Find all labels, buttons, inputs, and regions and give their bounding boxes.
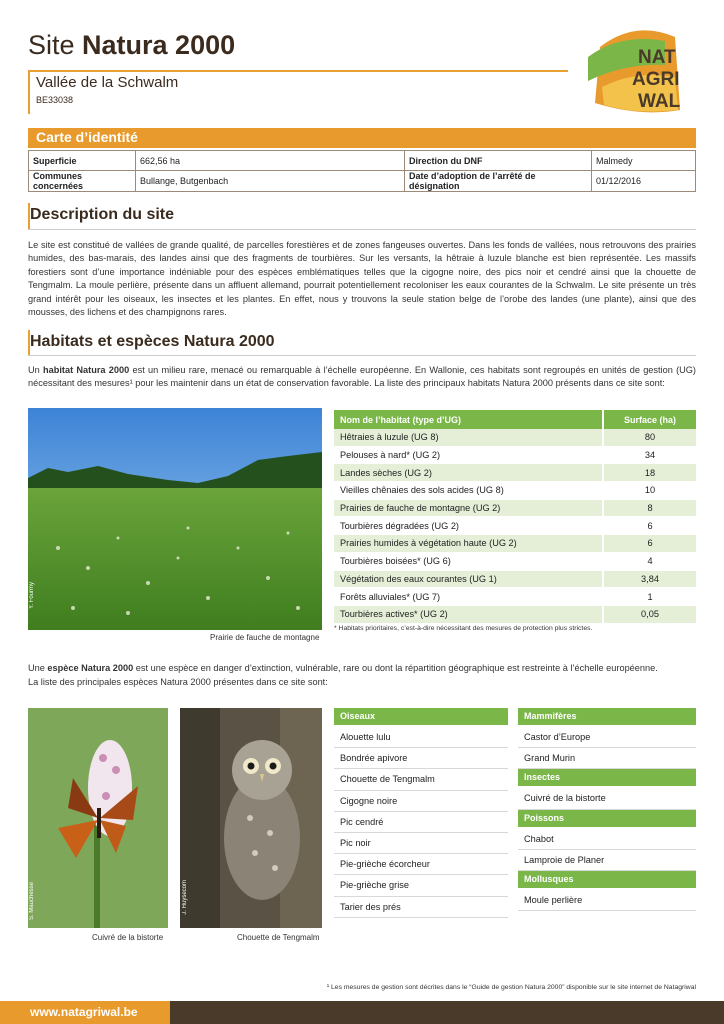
logo-word-3: WAL: [638, 91, 681, 112]
description-heading: Description du site: [30, 206, 175, 223]
natagriwal-logo: [580, 25, 700, 115]
column-header: Nom de l’habitat (type d’UG): [334, 410, 603, 429]
table-row: Végétation des eaux courantes (UG 1) 3,84: [334, 570, 696, 588]
list-item: Cuivré de la bistorte: [518, 788, 696, 809]
website-link[interactable]: www.natagriwal.be: [30, 1005, 138, 1019]
list-item: Alouette lulu: [334, 727, 508, 748]
table-row: Forêts alluviales* (UG 7) 1: [334, 588, 696, 606]
list-item: Lamproie de Planer: [518, 850, 696, 871]
list-item: Pic noir: [334, 833, 508, 854]
butterfly-photo: [28, 708, 168, 928]
divider: [28, 355, 696, 356]
list-heading: Poissons: [518, 810, 696, 827]
list-heading: Insectes: [518, 769, 696, 786]
list-item: Grand Murin: [518, 748, 696, 769]
meadow-photo: [28, 408, 322, 630]
table-row: Tourbières dégradées (UG 2) 6: [334, 517, 696, 535]
identity-label: Date d’adoption de l’arrêté de désignation: [405, 171, 592, 192]
habitats-header-row: [334, 410, 696, 429]
identity-heading-bar: [28, 128, 696, 148]
table-row: Vieilles chênaies des sols acides (UG 8) 10: [334, 482, 696, 500]
other-species-list: [518, 708, 696, 911]
habitats-intro: Un habitat Natura 2000 est un milieu rare, menacé ou remarquable à l’échelle européenne. En Wallonie, ces habitats sont regroupés en unités de gestion (UG) nécessitant des mesures¹ pour les maintenir dans un état de conservation favorable. La liste des principaux habitats Natura 2000 présents dans ce site sont:: [28, 365, 696, 389]
column-header: Surface (ha): [603, 410, 696, 429]
site-code: BE33038: [36, 95, 74, 105]
table-row: Tourbières actives* (UG 2) 0,05: [334, 605, 696, 623]
identity-table: [28, 150, 696, 192]
owl-caption: Chouette de Tengmalm: [237, 933, 320, 942]
list-heading: Oiseaux: [334, 708, 508, 725]
list-item: Chabot: [518, 829, 696, 850]
list-item: Pie-grièche écorcheur: [334, 854, 508, 875]
identity-row: [29, 171, 696, 192]
birds-list: [334, 708, 508, 918]
habitats-footnote: * Habitats prioritaires, c’est-à-dire nécessitant des mesures de protection plus strictes.: [334, 625, 593, 632]
owl-photo: [180, 708, 322, 928]
list-item: Bondrée apivore: [334, 748, 508, 769]
table-row: Tourbières boisées* (UG 6) 4: [334, 552, 696, 570]
identity-row: [29, 151, 696, 171]
list-item: Castor d’Europe: [518, 727, 696, 748]
management-footnote: ¹ Les mesures de gestion sont décrites dans le “Guide de gestion Natura 2000” disponible sur le site internet de Natagriwal: [326, 984, 696, 991]
list-item: Pic cendré: [334, 812, 508, 833]
table-row: Hêtraies à luzule (UG 8) 80: [334, 429, 696, 446]
species-intro: Une espèce Natura 2000 est une espèce en danger d’extinction, vulnérable, rare ou dont la répartition géographique est restreinte à l’échelle européenne.: [28, 663, 658, 673]
owl-credit: J. Huysecom: [182, 880, 188, 915]
identity-label: Direction du DNF: [405, 151, 592, 171]
logo-word-2: AGRI: [632, 69, 680, 90]
list-item: Moule perlière: [518, 890, 696, 911]
table-row: Prairies humides à végétation haute (UG 2) 6: [334, 535, 696, 553]
table-row: Prairies de fauche de montagne (UG 2) 8: [334, 499, 696, 517]
site-name: Vallée de la Schwalm: [36, 74, 179, 91]
description-text: Le site est constitué de vallées de grande qualité, de parcelles forestières et de zones fangeuses ouvertes. Dans les fonds de vallées, nous retrouvons des prairies humides, des bas-marais, des landes ainsi que des fragments de tourbières. Sur les versants, la hêtraie à luzule blanche est bien représentée. Les massifs forestiers sont d’une importance indéniable pour des espèces emblématiques telles que la cigogne noire, des pics noir et cendré ainsi que la chouette de Tengmalm. La moule perlière, présente dans un affluent allemand, pourrait potentiellement recoloniser les eaux courantes de la Schwalm. Le site présente un très grand intérêt pour les oiseaux, les insectes et les plantes. En effet, nous y trouvons la seule station belge de l’orobe des landes (une plante), ainsi que des mousses, des lichens et des champignons rares.: [28, 240, 696, 318]
butterfly-caption: Cuivré de la bistorte: [92, 933, 164, 942]
identity-value: Bullange, Butgenbach: [136, 171, 405, 192]
photo-credit: Y. Fourmy: [29, 582, 35, 609]
table-row: Landes sèches (UG 2) 18: [334, 464, 696, 482]
logo-word-1: NAT: [638, 47, 676, 68]
divider: [28, 229, 696, 230]
habitats-heading: Habitats et espèces Natura 2000: [30, 333, 275, 350]
list-item: Cigogne noire: [334, 791, 508, 812]
list-item: Tarier des prés: [334, 897, 508, 918]
species-intro-2: La liste des principales espèces Natura 2000 présentes dans ce site sont:: [28, 677, 328, 687]
identity-label: Communes concernées: [29, 171, 136, 192]
list-heading: Mammifères: [518, 708, 696, 725]
photo-caption: Prairie de fauche de montagne: [210, 633, 320, 642]
footer-link-box[interactable]: [0, 1001, 170, 1024]
identity-value: Malmedy: [592, 151, 696, 171]
page-title: Site Natura 2000: [28, 30, 236, 60]
habitats-table: [334, 410, 696, 624]
identity-label: Superficie: [29, 151, 136, 171]
list-item: Chouette de Tengmalm: [334, 769, 508, 790]
butterfly-credit: S. Mauchesse: [29, 882, 35, 921]
list-heading: Mollusques: [518, 871, 696, 888]
identity-heading: Carte d’identité: [36, 129, 138, 145]
identity-value: 662,56 ha: [136, 151, 405, 171]
list-item: Pie-grièche grise: [334, 875, 508, 896]
identity-value: 01/12/2016: [592, 171, 696, 192]
table-row: Pelouses à nard* (UG 2) 34: [334, 446, 696, 464]
